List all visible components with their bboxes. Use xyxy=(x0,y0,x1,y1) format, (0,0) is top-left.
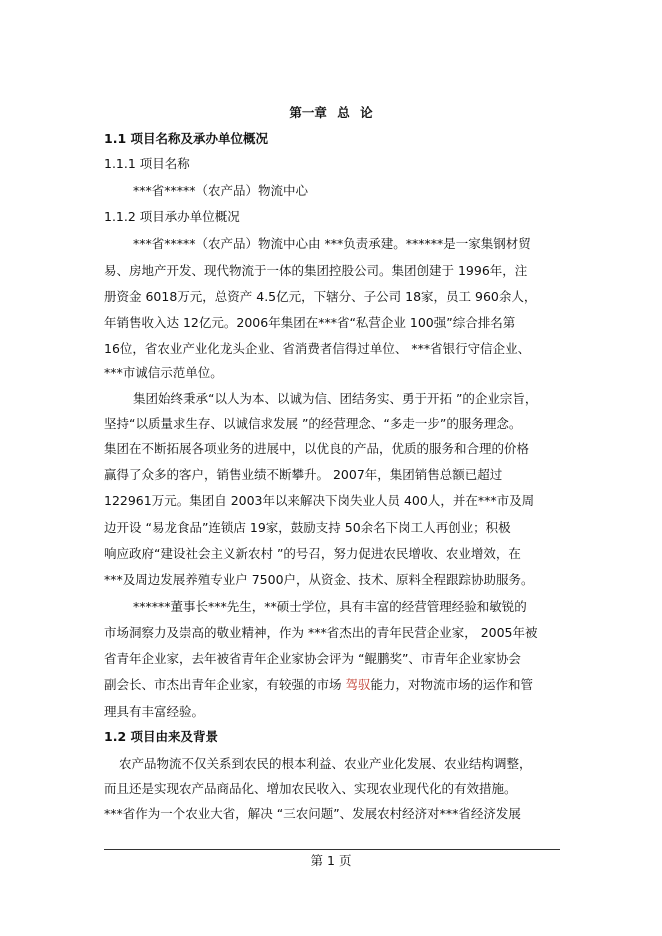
footer-divider xyxy=(104,849,560,850)
paragraph-line: 响应政府“建设社会主义新农村 ”的号召，努力促进农民增收、农业增效，在 xyxy=(104,546,521,561)
paragraph-line: 省青年企业家，去年被省青年企业家协会评为 “鲲鹏奖”、市青年企业家协会 xyxy=(104,651,521,666)
paragraph-line: 坚持“以质量求生存、以诚信求发展 ”的经营理念、“多走一步”的服务理念。 xyxy=(104,416,522,431)
paragraph-line: 而且还是实现农产品商品化、增加农民收入、实现农业现代化的有效措施。 xyxy=(104,781,517,796)
paragraph-text: 副会长、市杰出青年企业家，有较强的市场 xyxy=(104,677,346,692)
paragraph-line: ***市诚信示范单位。 xyxy=(104,365,223,380)
paragraph-line: 市场洞察力及崇高的敬业精神，作为 ***省杰出的青年民营企业家， 2005年被 xyxy=(104,625,538,640)
paragraph-line: 册资金 6018万元，总资产 4.5亿元，下辖分、子公司 18家，员工 960余人， xyxy=(104,289,537,304)
subsection-heading-1-1-2: 1.1.2 项目承办单位概况 xyxy=(104,209,240,224)
paragraph-line: 赢得了众多的客户，销售业绩不断攀升。 2007年，集团销售总额已超过 xyxy=(104,467,503,482)
paragraph-line: 易、房地产开发、现代物流于一体的集团控股公司。集团创建于 1996年，注 xyxy=(104,263,528,278)
paragraph-text: 能力，对物流市场的运作和管 xyxy=(370,677,534,692)
paragraph-line: 年销售收入达 12亿元。2006年集团在***省“私营企业 100强”综合排名第 xyxy=(104,315,516,330)
page-number: 第 1 页 xyxy=(310,853,352,868)
paragraph-line: ***省作为一个农业大省，解决 “三农问题”、发展农村经济对***省经济发展 xyxy=(104,806,521,821)
section-heading-1-1: 1.1 项目名称及承办单位概况 xyxy=(104,131,268,146)
paragraph-line: 122961万元。集团自 2003年以来解决下岗失业人员 400人，并在***市及周 xyxy=(104,493,535,508)
paragraph-line: 集团始终秉承“以人为本、以诚为信、团结务实、勇于开拓 ”的企业宗旨， xyxy=(133,391,538,406)
paragraph-line: 集团在不断拓展各项业务的进展中，以优良的产品，优质的服务和合理的价格 xyxy=(104,441,530,456)
chapter-title: 第一章 总 论 xyxy=(289,105,373,120)
paragraph-line: ******董事长***先生，**硕士学位，具有丰富的经营管理经验和敏锐的 xyxy=(133,599,527,614)
section-heading-1-2: 1.2 项目由来及背景 xyxy=(104,729,218,744)
paragraph-line: ***省*****（农产品）物流中心由 ***负责承建。******是一家集钢材贸 xyxy=(133,236,531,251)
highlighted-word: 驾驭 xyxy=(345,677,371,692)
paragraph-line: 16位，省农业产业化龙头企业、省消费者信得过单位、 ***省银行守信企业、 xyxy=(104,341,531,356)
paragraph-line: 农产品物流不仅关系到农民的根本利益、农业产业化发展、农业结构调整， xyxy=(119,756,532,771)
paragraph-line: 边开设 “易龙食品”连锁店 19家，鼓励支持 50余名下岗工人再创业；积极 xyxy=(104,520,511,535)
project-name: ***省*****（农产品）物流中心 xyxy=(133,183,309,198)
subsection-heading-1-1-1: 1.1.1 项目名称 xyxy=(104,156,190,171)
paragraph-line: ***及周边发展养殖专业户 7500户，从资金、技术、原料全程跟踪协助服务。 xyxy=(104,572,534,587)
paragraph-line-with-highlight xyxy=(104,676,533,693)
paragraph-line: 理具有丰富经验。 xyxy=(104,704,205,719)
